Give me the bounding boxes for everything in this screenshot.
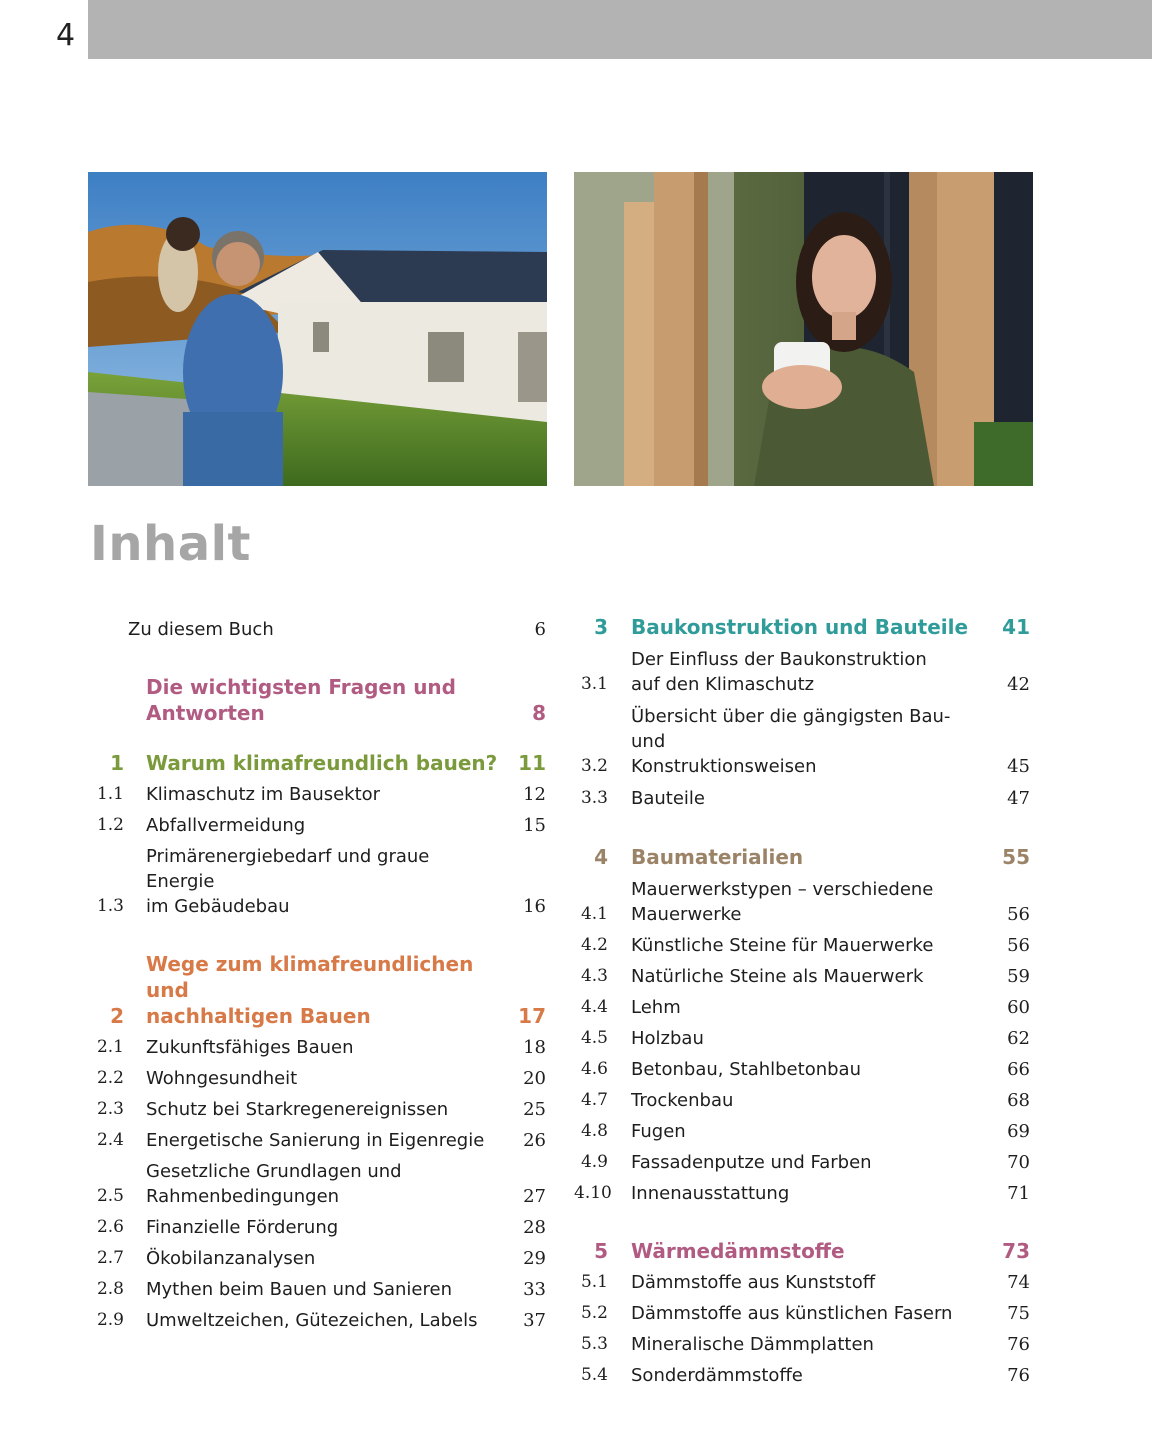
photo-couple-house: [88, 172, 547, 486]
toc-number: 2.7: [96, 1248, 124, 1268]
toc-section: [574, 995, 1030, 1020]
toc-number: 3.1: [580, 674, 608, 694]
toc-page: 11: [518, 751, 546, 775]
toc-title: Betonbau, Stahlbetonbau: [631, 1059, 861, 1080]
toc-title: Der Einfluss der Baukonstruktion auf den Klimaschutz: [631, 649, 927, 695]
toc-number: 2.8: [96, 1279, 124, 1299]
toc-number: 3.2: [580, 756, 608, 776]
toc-section: [574, 1363, 1030, 1388]
toc-title: Wohngesundheit: [146, 1068, 298, 1089]
toc-section: [574, 964, 1030, 989]
photo-couple-house-illustration: [88, 172, 547, 486]
toc-page: 76: [1007, 1334, 1030, 1355]
toc-page: 28: [523, 1217, 546, 1238]
toc-page: 73: [1002, 1239, 1030, 1263]
toc-page: 42: [1007, 674, 1030, 695]
toc-section: [574, 1057, 1030, 1082]
toc-number: 4: [594, 845, 608, 869]
toc-chapter: [574, 614, 1030, 640]
toc-title: Dämmstoffe aus künstlichen Fasern: [631, 1303, 953, 1324]
toc-number: 4.7: [580, 1090, 608, 1110]
toc-section: [88, 1097, 546, 1122]
toc-title: Mauerwerkstypen – verschiedene Mauerwerke: [631, 879, 934, 925]
toc-title: Holzbau: [631, 1028, 704, 1049]
toc-title: Energetische Sanierung in Eigenregie: [146, 1130, 485, 1151]
toc-number: 5.4: [580, 1365, 608, 1385]
toc-title: Finanzielle Förderung: [146, 1217, 339, 1238]
toc-number: 4.1: [580, 904, 608, 924]
toc-page: 15: [523, 815, 546, 836]
toc-page: 74: [1007, 1272, 1030, 1293]
toc-title: Dämmstoffe aus Kunststoff: [631, 1272, 876, 1293]
toc-page: 69: [1007, 1121, 1030, 1142]
toc-number: 4.5: [580, 1028, 608, 1048]
toc-title: Sonderdämmstoffe: [631, 1365, 803, 1386]
toc-chapter: [88, 674, 546, 726]
toc-title: Baumaterialien: [631, 845, 804, 869]
toc-title: Abfallvermeidung: [146, 815, 306, 836]
toc-number: 4.2: [580, 935, 608, 955]
toc-number: 2.5: [96, 1186, 124, 1206]
toc-chapter: [88, 951, 546, 1029]
toc-page: 29: [523, 1248, 546, 1269]
toc-title: Wege zum klimafreundlichen und nachhaltigen Bauen: [146, 952, 474, 1028]
toc-section: [88, 1128, 546, 1153]
toc-title: Ökobilanzanalysen: [146, 1248, 316, 1269]
toc-page: 16: [523, 896, 546, 917]
toc-section: [574, 786, 1030, 811]
toc-number: 4.8: [580, 1121, 608, 1141]
toc-page: 41: [1002, 615, 1030, 639]
toc-number: 5: [594, 1239, 608, 1263]
toc-page: 27: [523, 1186, 546, 1207]
toc-number: 1: [110, 751, 124, 775]
toc-page: 75: [1007, 1303, 1030, 1324]
toc-page: 12: [523, 784, 546, 805]
toc-section: [88, 1035, 546, 1060]
toc-title: Übersicht über die gängigsten Bau- und Konstruktionsweisen: [631, 706, 951, 777]
toc-number: 2.3: [96, 1099, 124, 1119]
toc-section: [574, 1150, 1030, 1175]
toc-page: 37: [523, 1310, 546, 1331]
toc-number: 4.4: [580, 997, 608, 1017]
toc-number: 2.2: [96, 1068, 124, 1088]
toc-page: 70: [1007, 1152, 1030, 1173]
toc-section: [88, 1246, 546, 1271]
toc-title: Warum klimafreundlich bauen?: [146, 751, 498, 775]
toc-number: 3.3: [580, 788, 608, 808]
toc-title: Bauteile: [631, 788, 705, 809]
toc-number: 1.3: [96, 896, 124, 916]
toc-title: Künstliche Steine für Mauerwerke: [631, 935, 934, 956]
toc-title: Fugen: [631, 1121, 686, 1142]
toc-page: 45: [1007, 756, 1030, 777]
toc-number: 2: [110, 1004, 124, 1028]
toc-section: [88, 1215, 546, 1240]
toc-title: Zukunftsfähiges Bauen: [146, 1037, 354, 1058]
header-bar: [88, 0, 1152, 59]
photo-woman-coffee: [574, 172, 1033, 486]
toc-page: 18: [523, 1037, 546, 1058]
toc-title: Fassadenputze und Farben: [631, 1152, 872, 1173]
toc-title: Mythen beim Bauen und Sanieren: [146, 1279, 452, 1300]
toc-number: 1.1: [96, 784, 124, 804]
toc-title: Lehm: [631, 997, 681, 1018]
toc-title: Baukonstruktion und Bauteile: [631, 615, 969, 639]
toc-section: [574, 1119, 1030, 1144]
toc-title: Umweltzeichen, Gütezeichen, Labels: [146, 1310, 478, 1331]
toc-number: 2.6: [96, 1217, 124, 1237]
toc-title: Schutz bei Starkregenereignissen: [146, 1099, 449, 1120]
toc-section: [88, 782, 546, 807]
toc-number: 5.2: [580, 1303, 608, 1323]
toc-section: [574, 647, 1030, 697]
photo-woman-coffee-illustration: [574, 172, 1033, 486]
toc-page: 55: [1002, 845, 1030, 869]
toc-page: 25: [523, 1099, 546, 1120]
toc-number: 4.9: [580, 1152, 608, 1172]
toc-section: [574, 877, 1030, 927]
toc-column-right: [574, 614, 1030, 1388]
toc-page: 71: [1007, 1183, 1030, 1204]
toc-number: 5.3: [580, 1334, 608, 1354]
toc-title: Wärmedämmstoffe: [631, 1239, 845, 1263]
toc-title: Trockenbau: [631, 1090, 734, 1111]
toc-page: 47: [1007, 788, 1030, 809]
toc-page: 17: [518, 1004, 546, 1028]
toc-title: Innenausstattung: [631, 1183, 790, 1204]
toc-number: 1.2: [96, 815, 124, 835]
toc-title: Klimaschutz im Bausektor: [146, 784, 381, 805]
toc-section: [574, 1088, 1030, 1113]
toc-entry-plain: [88, 617, 546, 642]
toc-title: Natürliche Steine als Mauerwerk: [631, 966, 924, 987]
toc-section: [574, 1301, 1030, 1326]
toc-number: 4.6: [580, 1059, 608, 1079]
toc-section: [88, 844, 546, 919]
toc-page: 68: [1007, 1090, 1030, 1111]
toc-page: 33: [523, 1279, 546, 1300]
page-number: 4: [56, 18, 76, 53]
toc-number: 4.10: [574, 1183, 612, 1203]
toc-section: [574, 1181, 1030, 1206]
toc-section: [574, 1332, 1030, 1357]
toc-section: [574, 1270, 1030, 1295]
toc-title: Die wichtigsten Fragen und Antworten: [146, 675, 456, 725]
toc-chapter: [574, 844, 1030, 870]
toc-page: 62: [1007, 1028, 1030, 1049]
toc-chapter: [88, 750, 546, 776]
toc-title: Mineralische Dämmplatten: [631, 1334, 874, 1355]
toc-chapter: [574, 1238, 1030, 1264]
toc-section: [574, 933, 1030, 958]
toc-heading: Inhalt: [90, 516, 251, 572]
toc-number: 2.9: [96, 1310, 124, 1330]
toc-number: 3: [594, 615, 608, 639]
toc-section: [574, 1026, 1030, 1051]
toc-title: Zu diesem Buch: [128, 619, 274, 640]
toc-page: 56: [1007, 904, 1030, 925]
toc-number: 5.1: [580, 1272, 608, 1292]
toc-section: [88, 1159, 546, 1209]
toc-section: [88, 813, 546, 838]
toc-title: Primärenergiebedarf und graue Energie im Gebäudebau: [146, 846, 430, 917]
toc-number: 2.4: [96, 1130, 124, 1150]
toc-page: 66: [1007, 1059, 1030, 1080]
toc-number: 2.1: [96, 1037, 124, 1057]
toc-page: 76: [1007, 1365, 1030, 1386]
toc-page: 6: [534, 619, 546, 640]
toc-column-left: [88, 617, 546, 1333]
toc-section: [88, 1066, 546, 1091]
toc-section: [574, 704, 1030, 779]
toc-page: 56: [1007, 935, 1030, 956]
toc-title: Gesetzliche Grundlagen und Rahmenbedingungen: [146, 1161, 402, 1207]
toc-page: 59: [1007, 966, 1030, 987]
toc-page: 60: [1007, 997, 1030, 1018]
toc-section: [88, 1277, 546, 1302]
toc-page: 20: [523, 1068, 546, 1089]
toc-number: 4.3: [580, 966, 608, 986]
toc-section: [88, 1308, 546, 1333]
toc-page: 26: [523, 1130, 546, 1151]
toc-page: 8: [532, 701, 546, 725]
